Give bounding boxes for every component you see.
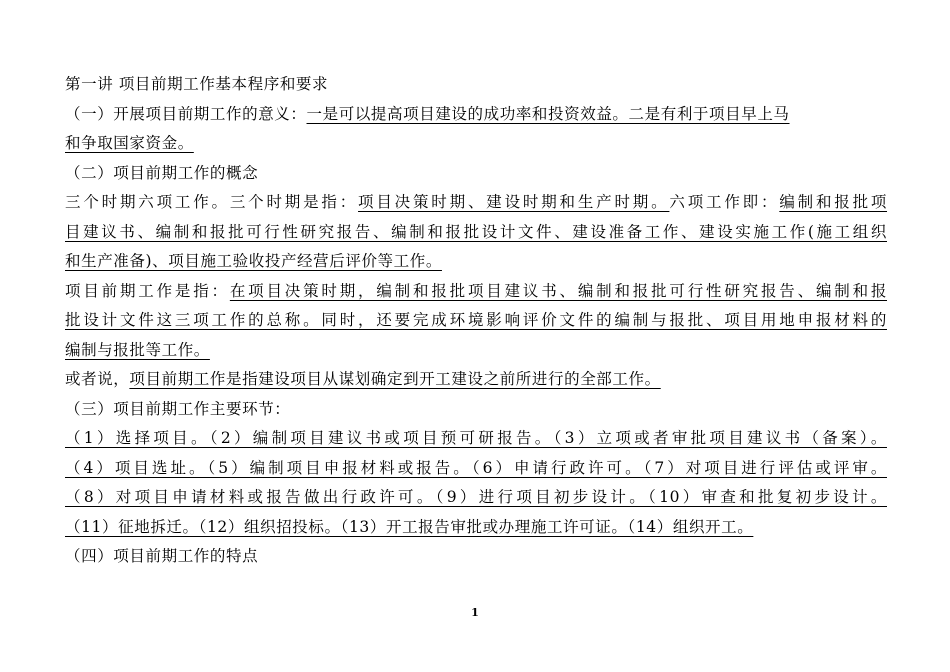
section3-heading: （三）项目前期工作主要环节： [65, 399, 291, 418]
p1-prefix: 三个时期六项工作。三个时期是指： [65, 193, 359, 211]
p1-underlined-end: 和生产准备)、项目施工验收投产经营后评价等工作。 [65, 252, 442, 270]
section3-steps-line4-text: （11）征地拆迁。（12）组织招投标。（13）开工报告审批或办理施工许可证。（14）组织开工。 [65, 517, 754, 536]
page-number: 1 [471, 606, 479, 619]
section2-p1-line2: 目建议书、编制和报批可行性研究报告、编制和报批设计文件、建设准备工作、建设实施工作(施工组织 [65, 222, 887, 241]
section2-p2-line1 [65, 277, 887, 307]
section3-steps-line3: （8）对项目申请材料或报告做出行政许可。（9）进行项目初步设计。（10）审查和批复初步设计。 [65, 488, 887, 506]
section4-heading: （四）项目前期工作的特点 [65, 547, 259, 565]
p2-prefix: 项目前期工作是指： [65, 281, 230, 300]
section1-underlined-text-cont: 和争取国家资金。 [65, 134, 194, 152]
section2-p3 [65, 365, 887, 395]
p3-prefix: 或者说， [65, 370, 130, 388]
p1-mid: 六项工作即： [669, 193, 780, 211]
p1-underlined-tasks: 编制和报批项 [779, 193, 888, 211]
section2-p1-line3 [65, 247, 887, 277]
section1-line1 [65, 100, 887, 130]
section3-steps-line4 [65, 513, 887, 543]
p2-underlined-end: 编制与报批等工作。 [65, 340, 210, 359]
section3-steps-line1: （1）选择项目。（2）编制项目建议书或项目预可研报告。（3）立项或者审批项目建议书（备案）。 [65, 429, 887, 447]
section1-line2 [65, 129, 887, 159]
p3-underlined-definition: 项目前期工作是指建设项目从谋划确定到开工建设之前所进行的全部工作。 [129, 370, 661, 388]
lecture-title: 第一讲 项目前期工作基本程序和要求 [65, 75, 329, 93]
p1-underlined-periods: 项目决策时期、建设时期和生产时期。 [358, 193, 670, 211]
section2-heading: （二）项目前期工作的概念 [65, 163, 259, 182]
section2-p2-line2: 批设计文件这三项工作的总称。同时，还要完成环境影响评价文件的编制与报批、项目用地申报材料的 [65, 311, 887, 329]
section1-underlined-text: 一是可以提高项目建设的成功率和投资效益。二是有利于项目早上马 [306, 104, 790, 123]
section2-p2-line3 [65, 336, 887, 366]
section1-heading: （一）开展项目前期工作的意义： [65, 104, 307, 123]
p2-underlined-definition: 在项目决策时期，编制和报批项目建议书、编制和报批可行性研究报告、编制和报 [229, 281, 887, 300]
section3-steps-line2: （4）项目选址。（5）编制项目申报材料或报告。（6）申请行政许可。（7）对项目进行评估或评审。 [65, 458, 887, 477]
section2-p1-line1 [65, 188, 887, 218]
document-body [65, 70, 887, 572]
